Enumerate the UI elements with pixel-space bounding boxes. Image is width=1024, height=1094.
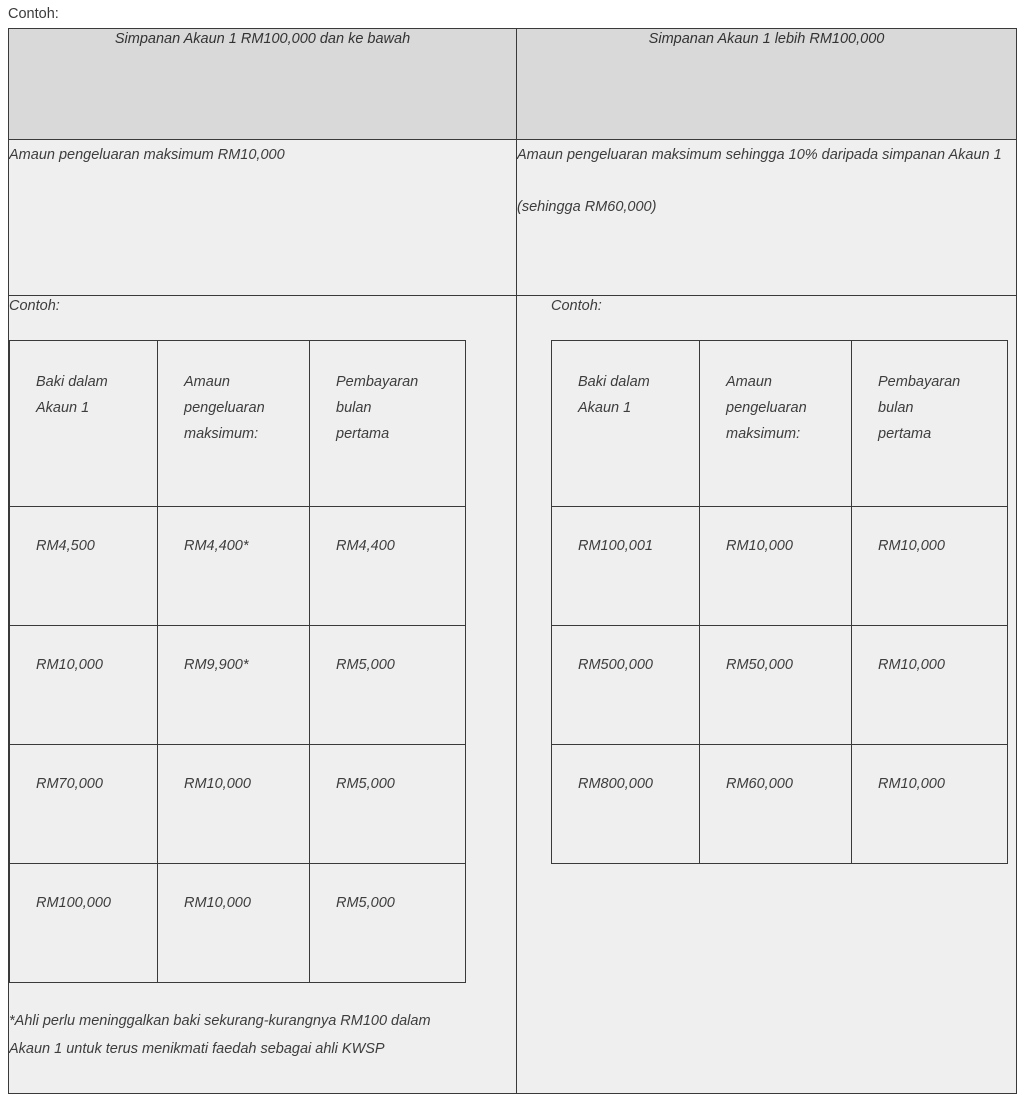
column-header-line: maksimum: xyxy=(184,426,259,442)
table-row xyxy=(552,507,1008,626)
table-header-row xyxy=(552,341,1008,507)
column-header-line: Akaun 1 xyxy=(578,400,632,416)
column-header-line: Baki dalam xyxy=(36,374,108,390)
table-row xyxy=(10,745,466,864)
description-paragraph: Amaun pengeluaran maksimum RM10,000 xyxy=(9,147,285,163)
comparison-table xyxy=(8,28,1017,1094)
column-header-line: pengeluaran xyxy=(184,400,265,416)
table-header-row xyxy=(9,29,1017,140)
column-header-line: bulan xyxy=(878,400,914,416)
cell-amaun: RM10,000 xyxy=(700,507,852,626)
cell-amaun: RM9,900* xyxy=(158,626,310,745)
column-header-line: pengeluaran xyxy=(726,400,807,416)
column-header-line: pertama xyxy=(336,426,390,442)
cell-pembayaran: RM10,000 xyxy=(852,745,1008,864)
column-header-line: Akaun 1 xyxy=(36,400,90,416)
cell-baki: RM800,000 xyxy=(552,745,700,864)
cell-baki: RM500,000 xyxy=(552,626,700,745)
column-header-pembayaran xyxy=(310,341,466,507)
cell-amaun: RM4,400* xyxy=(158,507,310,626)
example-table-right xyxy=(551,340,1008,864)
column-header-line: Pembayaran xyxy=(336,374,419,390)
cell-baki: RM4,500 xyxy=(10,507,158,626)
column-header-line: maksimum: xyxy=(726,426,801,442)
example-cell-left xyxy=(9,296,517,1094)
header-cell-left xyxy=(9,29,517,140)
table-example-row xyxy=(9,296,1017,1094)
cell-baki: RM10,000 xyxy=(10,626,158,745)
column-header-amaun xyxy=(700,341,852,507)
cell-pembayaran: RM10,000 xyxy=(852,626,1008,745)
description-paragraph: (sehingga RM60,000) xyxy=(517,199,657,215)
intro-label: Contoh: xyxy=(8,6,59,22)
footnote-left: *Ahli perlu meninggalkan baki sekurang-kurangnya RM100 dalam Akaun 1 untuk terus menikmati faedah sebagai ahli KWSP xyxy=(9,1013,431,1057)
description-cell-right xyxy=(517,140,1017,296)
cell-baki: RM70,000 xyxy=(10,745,158,864)
column-header-baki xyxy=(10,341,158,507)
example-label-right: Contoh: xyxy=(551,298,602,314)
table-row xyxy=(10,507,466,626)
bottom-spacer xyxy=(9,1063,516,1093)
header-text-left: Simpanan Akaun 1 RM100,000 dan ke bawah xyxy=(114,31,411,47)
column-header-line: Amaun xyxy=(184,374,230,390)
cell-pembayaran: RM5,000 xyxy=(310,745,466,864)
example-cell-right xyxy=(517,296,1017,1094)
example-label-left: Contoh: xyxy=(9,298,60,314)
column-header-line: Pembayaran xyxy=(878,374,961,390)
table-row xyxy=(10,864,466,983)
description-cell-left xyxy=(9,140,517,296)
cell-amaun: RM60,000 xyxy=(700,745,852,864)
example-table-left xyxy=(9,340,466,983)
column-header-amaun xyxy=(158,341,310,507)
description-paragraph: Amaun pengeluaran maksimum sehingga 10% daripada simpanan Akaun 1 xyxy=(517,147,1002,163)
column-header-line: Amaun xyxy=(726,374,772,390)
table-row xyxy=(552,626,1008,745)
column-header-line: bulan xyxy=(336,400,372,416)
cell-amaun: RM10,000 xyxy=(158,864,310,983)
cell-baki: RM100,001 xyxy=(552,507,700,626)
column-header-baki xyxy=(552,341,700,507)
table-header-row xyxy=(10,341,466,507)
column-header-pembayaran xyxy=(852,341,1008,507)
table-description-row xyxy=(9,140,1017,296)
cell-pembayaran: RM5,000 xyxy=(310,626,466,745)
cell-pembayaran: RM10,000 xyxy=(852,507,1008,626)
header-cell-right xyxy=(517,29,1017,140)
column-header-line: pertama xyxy=(878,426,932,442)
bottom-spacer xyxy=(551,864,1016,894)
cell-pembayaran: RM4,400 xyxy=(310,507,466,626)
cell-amaun: RM50,000 xyxy=(700,626,852,745)
table-row xyxy=(10,626,466,745)
cell-baki: RM100,000 xyxy=(10,864,158,983)
cell-amaun: RM10,000 xyxy=(158,745,310,864)
column-header-line: Baki dalam xyxy=(578,374,650,390)
table-row xyxy=(552,745,1008,864)
header-text-right: Simpanan Akaun 1 lebih RM100,000 xyxy=(648,31,885,47)
cell-pembayaran: RM5,000 xyxy=(310,864,466,983)
